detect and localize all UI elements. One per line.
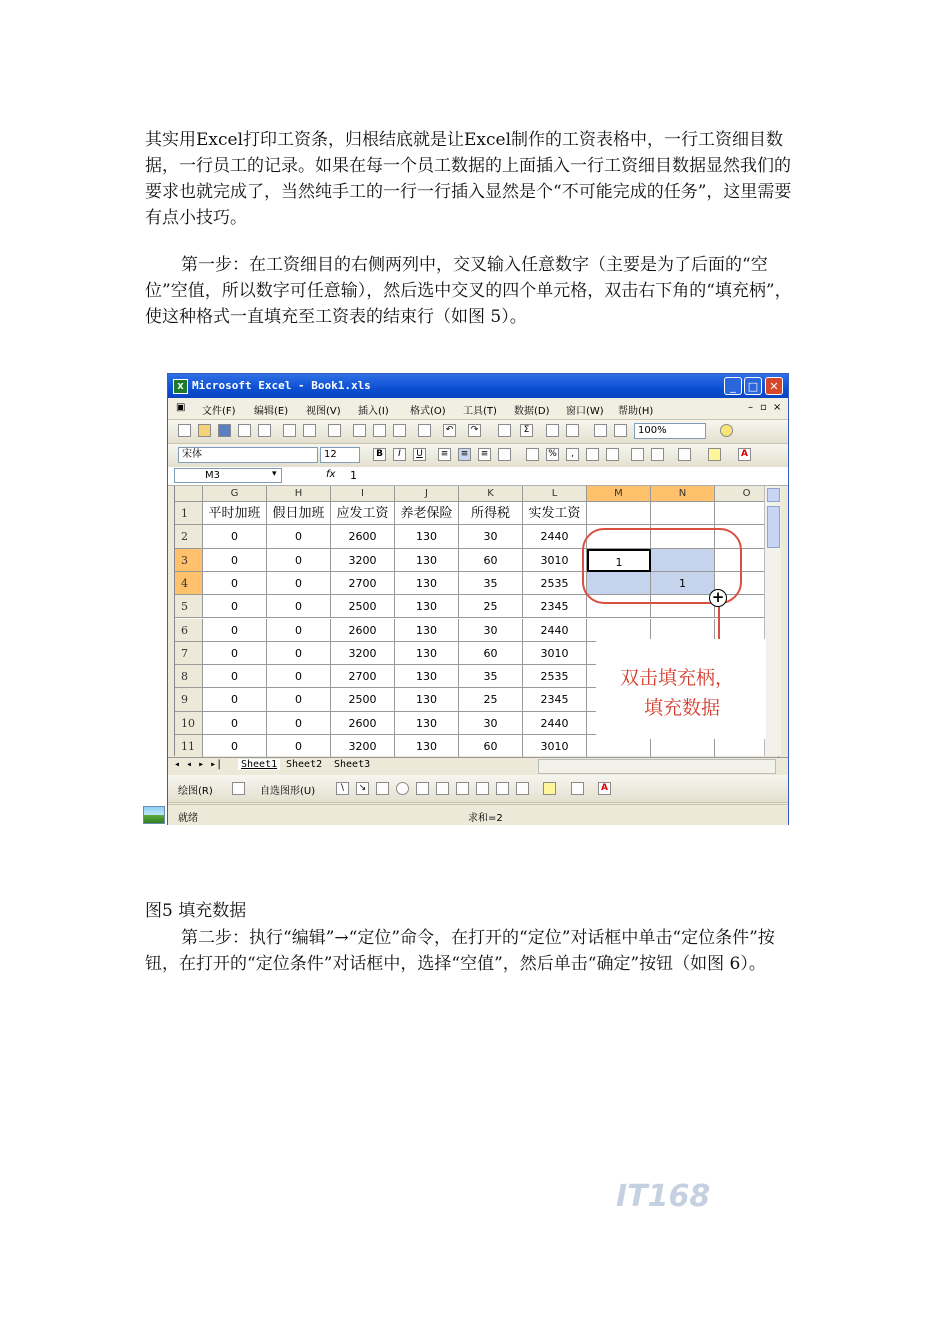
align-right-icon[interactable]: ≡ bbox=[478, 448, 491, 461]
row-header[interactable]: 9 bbox=[175, 688, 203, 711]
menu-help[interactable]: 帮助(H) bbox=[618, 406, 654, 417]
grid-cell[interactable]: 2535 bbox=[523, 665, 587, 688]
menu-bar bbox=[168, 398, 788, 420]
column-header[interactable]: H bbox=[267, 486, 331, 502]
menu-window[interactable]: 窗口(W) bbox=[566, 406, 604, 417]
font-color-icon[interactable]: A bbox=[738, 448, 751, 461]
grid-cell[interactable]: 0 bbox=[203, 549, 267, 572]
textbox-icon[interactable] bbox=[416, 782, 429, 795]
draw-font-color-icon[interactable]: A bbox=[598, 782, 611, 795]
spelling-icon[interactable] bbox=[303, 424, 316, 437]
research-icon[interactable] bbox=[328, 424, 341, 437]
grid-cell[interactable]: 130 bbox=[395, 525, 459, 548]
menu-edit[interactable]: 编辑(E) bbox=[254, 406, 289, 417]
borders-icon[interactable] bbox=[678, 448, 691, 461]
cut-icon[interactable] bbox=[353, 424, 366, 437]
grid-cell[interactable]: 0 bbox=[203, 712, 267, 735]
grid-cell[interactable]: 60 bbox=[459, 735, 523, 758]
step2-paragraph: 第二步：执行“编辑”→“定位”命令，在打开的“定位”对话框中单击“定位条件”按钮，在打开的“定位条件”对话框中，选择“空值”，然后单击“确定”按钮（如图 6）。 bbox=[145, 928, 775, 974]
column-title-cell[interactable]: 实发工资 bbox=[523, 502, 587, 525]
grid-cell[interactable]: 0 bbox=[203, 735, 267, 758]
print-preview-icon[interactable] bbox=[283, 424, 296, 437]
grid-cell[interactable]: 130 bbox=[395, 549, 459, 572]
drawing-icon[interactable] bbox=[614, 424, 627, 437]
grid-cell[interactable]: 3010 bbox=[523, 549, 587, 572]
grid-cell[interactable]: 2600 bbox=[331, 525, 395, 548]
grid-cell[interactable]: 0 bbox=[267, 735, 331, 758]
column-title-cell[interactable] bbox=[587, 502, 651, 525]
menu-tools[interactable]: 工具(T) bbox=[463, 406, 497, 417]
autosum-icon[interactable]: Σ bbox=[520, 424, 533, 437]
comma-icon[interactable]: , bbox=[566, 448, 579, 461]
row-header[interactable]: 1 bbox=[175, 502, 203, 525]
window-title: Microsoft Excel - Book1.xls bbox=[192, 379, 371, 392]
select-all-corner[interactable] bbox=[175, 486, 203, 502]
diagram-icon[interactable] bbox=[476, 782, 489, 795]
scroll-up-icon[interactable] bbox=[767, 488, 780, 502]
grid-cell[interactable]: 0 bbox=[203, 619, 267, 642]
grid-cell[interactable]: 35 bbox=[459, 665, 523, 688]
minimize-button[interactable]: _ bbox=[724, 377, 742, 395]
grid-cell[interactable]: 25 bbox=[459, 688, 523, 711]
help-icon[interactable] bbox=[720, 424, 733, 437]
grid-cell[interactable]: 0 bbox=[267, 549, 331, 572]
undo-icon[interactable]: ↶ bbox=[443, 424, 456, 437]
percent-icon[interactable]: % bbox=[546, 448, 559, 461]
save-icon[interactable] bbox=[218, 424, 231, 437]
doc-close-icon[interactable]: × bbox=[773, 402, 782, 413]
menu-file[interactable]: 文件(F) bbox=[202, 406, 236, 417]
grid-cell[interactable]: 0 bbox=[267, 525, 331, 548]
grid-cell[interactable]: 0 bbox=[267, 712, 331, 735]
decrease-decimal-icon[interactable] bbox=[606, 448, 619, 461]
autoshapes-menu[interactable]: 自选图形(U) bbox=[260, 786, 316, 797]
open-icon[interactable] bbox=[198, 424, 211, 437]
name-box[interactable]: M3 bbox=[174, 468, 282, 483]
tab-sheet3[interactable]: Sheet3 bbox=[334, 759, 371, 770]
grid-cell[interactable]: 2600 bbox=[331, 712, 395, 735]
draw-menu[interactable]: 绘图(R) bbox=[178, 786, 213, 797]
wordart-icon[interactable] bbox=[456, 782, 469, 795]
grid-cell[interactable]: 130 bbox=[395, 665, 459, 688]
grid-cell[interactable]: 130 bbox=[395, 595, 459, 618]
formula-bar bbox=[168, 467, 788, 486]
column-header[interactable]: G bbox=[203, 486, 267, 502]
grid-cell[interactable]: 2345 bbox=[523, 688, 587, 711]
clipart-icon[interactable] bbox=[496, 782, 509, 795]
select-objects-icon[interactable] bbox=[232, 782, 245, 795]
print-icon[interactable] bbox=[258, 424, 271, 437]
rectangle-icon[interactable] bbox=[376, 782, 389, 795]
excel-icon: X bbox=[173, 379, 188, 394]
formula-input[interactable]: 1 bbox=[350, 469, 357, 482]
fx-icon[interactable]: fx bbox=[326, 469, 336, 480]
grid-cell[interactable]: 30 bbox=[459, 525, 523, 548]
grid-cell[interactable]: 3200 bbox=[331, 735, 395, 758]
paste-icon[interactable] bbox=[393, 424, 406, 437]
column-header[interactable]: N bbox=[651, 486, 715, 502]
grid-cell[interactable]: 2700 bbox=[331, 665, 395, 688]
menu-data[interactable]: 数据(D) bbox=[514, 406, 550, 417]
increase-indent-icon[interactable] bbox=[651, 448, 664, 461]
grid-cell[interactable]: 130 bbox=[395, 735, 459, 758]
column-title-cell[interactable]: 养老保险 bbox=[395, 502, 459, 525]
permission-icon[interactable] bbox=[238, 424, 251, 437]
grid-cell[interactable]: 1 bbox=[587, 549, 651, 572]
grid-cell[interactable]: 0 bbox=[203, 688, 267, 711]
formatting-toolbar bbox=[168, 444, 788, 468]
column-title-cell[interactable]: 所得税 bbox=[459, 502, 523, 525]
grid-cell[interactable]: 35 bbox=[459, 572, 523, 595]
row-header[interactable]: 3 bbox=[175, 549, 203, 572]
tab-sheet1[interactable]: Sheet1 bbox=[238, 759, 280, 770]
grid-cell[interactable]: 3010 bbox=[523, 735, 587, 758]
vertical-textbox-icon[interactable] bbox=[436, 782, 449, 795]
grid-cell[interactable]: 60 bbox=[459, 642, 523, 665]
name-box-dropdown-icon[interactable]: ▾ bbox=[272, 469, 277, 479]
standard-toolbar bbox=[168, 420, 788, 444]
column-title-cell[interactable]: 应发工资 bbox=[331, 502, 395, 525]
column-header[interactable]: L bbox=[523, 486, 587, 502]
row-header[interactable]: 6 bbox=[175, 619, 203, 642]
tab-sheet2[interactable]: Sheet2 bbox=[286, 759, 323, 770]
grid-cell[interactable]: 0 bbox=[203, 665, 267, 688]
grid-cell[interactable]: 0 bbox=[203, 595, 267, 618]
status-bar bbox=[168, 804, 788, 825]
grid-cell[interactable]: 0 bbox=[267, 619, 331, 642]
column-title-cell[interactable]: 假日加班 bbox=[267, 502, 331, 525]
merge-center-icon[interactable] bbox=[498, 448, 511, 461]
format-painter-icon[interactable] bbox=[418, 424, 431, 437]
column-header[interactable]: K bbox=[459, 486, 523, 502]
grid-cell[interactable]: 0 bbox=[203, 572, 267, 595]
close-button[interactable]: ✕ bbox=[765, 377, 783, 395]
hyperlink-icon[interactable] bbox=[498, 424, 511, 437]
align-center-icon[interactable]: ≡ bbox=[458, 448, 471, 461]
menu-format[interactable]: 格式(O) bbox=[410, 406, 446, 417]
chart-wizard-icon[interactable] bbox=[594, 424, 607, 437]
title-bar bbox=[168, 374, 788, 398]
watermark-logo: IT168 bbox=[616, 1179, 711, 1214]
grid-cell[interactable]: 130 bbox=[395, 688, 459, 711]
annotation-callout bbox=[596, 639, 766, 739]
redo-icon[interactable]: ↷ bbox=[468, 424, 481, 437]
column-title-cell[interactable]: 平时加班 bbox=[203, 502, 267, 525]
grid-cell[interactable]: 60 bbox=[459, 549, 523, 572]
grid-cell[interactable]: 2500 bbox=[331, 688, 395, 711]
column-title-cell[interactable] bbox=[651, 502, 715, 525]
grid-cell[interactable]: 2440 bbox=[523, 525, 587, 548]
grid-cell[interactable]: 2600 bbox=[331, 619, 395, 642]
oval-icon[interactable] bbox=[396, 782, 409, 795]
vertical-scrollbar[interactable] bbox=[764, 486, 781, 756]
intro-paragraph: 其实用Excel打印工资条，归根结底就是让Excel制作的工资表格中，一行工资细目数据，一行员工的记录。如果在每一个员工数据的上面插入一行工资细目数据显然我们的要求也就完成了，当然纯手工的一行一行插入显然是个“不可能完成的任务”，这里需要有点小技巧。 bbox=[145, 130, 792, 228]
grid-cell[interactable]: 130 bbox=[395, 642, 459, 665]
grid-cell[interactable]: 3200 bbox=[331, 549, 395, 572]
doc-restore-icon[interactable]: ▫ bbox=[760, 402, 767, 413]
grid-cell[interactable]: 0 bbox=[267, 688, 331, 711]
bold-icon[interactable]: B bbox=[373, 448, 386, 461]
grid-cell[interactable]: 30 bbox=[459, 712, 523, 735]
grid-cell[interactable]: 130 bbox=[395, 572, 459, 595]
new-icon[interactable] bbox=[178, 424, 191, 437]
grid-cell[interactable]: 2345 bbox=[523, 595, 587, 618]
grid-cell[interactable]: 3200 bbox=[331, 642, 395, 665]
underline-icon[interactable]: U bbox=[413, 448, 426, 461]
grid-cell[interactable]: 2700 bbox=[331, 572, 395, 595]
sort-asc-icon[interactable] bbox=[546, 424, 559, 437]
menu-insert[interactable]: 插入(I) bbox=[358, 406, 389, 417]
horizontal-scrollbar[interactable] bbox=[538, 759, 776, 774]
callout-line-2: 填充数据 bbox=[644, 697, 721, 719]
callout-line-1: 双击填充柄， bbox=[620, 667, 735, 689]
row-header[interactable]: 4 bbox=[175, 572, 203, 595]
column-header[interactable]: M bbox=[587, 486, 651, 502]
line-icon[interactable]: \ bbox=[336, 782, 349, 795]
grid-cell[interactable]: 2440 bbox=[523, 619, 587, 642]
menu-view[interactable]: 视图(V) bbox=[306, 406, 341, 417]
doc-icon: ▣ bbox=[176, 402, 186, 413]
draw-fill-color-icon[interactable] bbox=[543, 782, 556, 795]
italic-icon[interactable]: I bbox=[393, 448, 406, 461]
grid-cell[interactable]: 0 bbox=[267, 642, 331, 665]
grid-cell[interactable]: 2500 bbox=[331, 595, 395, 618]
row-header[interactable]: 8 bbox=[175, 665, 203, 688]
currency-icon[interactable] bbox=[526, 448, 539, 461]
grid-cell[interactable]: 0 bbox=[267, 665, 331, 688]
line-color-icon[interactable] bbox=[571, 782, 584, 795]
figure-caption: 图5 填充数据 bbox=[145, 901, 247, 921]
increase-decimal-icon[interactable] bbox=[586, 448, 599, 461]
sort-desc-icon[interactable] bbox=[566, 424, 579, 437]
row-header[interactable]: 7 bbox=[175, 642, 203, 665]
row-header[interactable]: 2 bbox=[175, 525, 203, 548]
grid-cell[interactable]: 1 bbox=[651, 572, 715, 595]
grid-cell[interactable]: 0 bbox=[203, 525, 267, 548]
fill-color-icon[interactable] bbox=[708, 448, 721, 461]
status-sum: 求和=2 bbox=[468, 813, 503, 824]
grid-cell[interactable]: 0 bbox=[203, 642, 267, 665]
grid-cell[interactable]: 130 bbox=[395, 712, 459, 735]
grid-cell[interactable]: 130 bbox=[395, 619, 459, 642]
grid-cell[interactable]: 2440 bbox=[523, 712, 587, 735]
grid-cell[interactable]: 0 bbox=[267, 572, 331, 595]
zoom-select[interactable]: 100% bbox=[634, 423, 706, 439]
image-icon bbox=[143, 806, 165, 824]
font-name-select[interactable]: 宋体 bbox=[178, 447, 318, 463]
grid-cell[interactable]: 25 bbox=[459, 595, 523, 618]
step1-paragraph: 第一步：在工资细目的右侧两列中，交叉输入任意数字（主要是为了后面的“空位”空值，所以数字可任意输），然后选中交叉的四个单元格，双击右下角的“填充柄”，使这种格式一直填充至工资表的结束行（如图 5）。 bbox=[145, 255, 792, 327]
column-header[interactable]: O bbox=[715, 486, 779, 502]
column-header[interactable]: I bbox=[331, 486, 395, 502]
grid-cell[interactable]: 2535 bbox=[523, 572, 587, 595]
align-left-icon[interactable]: ≡ bbox=[438, 448, 451, 461]
grid-cell[interactable]: 3010 bbox=[523, 642, 587, 665]
tab-nav-icons[interactable]: ◂ ◂ ▸ ▸| bbox=[174, 759, 223, 770]
grid-cell[interactable]: 30 bbox=[459, 619, 523, 642]
font-size-select[interactable]: 12 bbox=[320, 447, 360, 463]
sheet-tab-bar bbox=[168, 757, 788, 775]
column-header[interactable]: J bbox=[395, 486, 459, 502]
row-header[interactable]: 11 bbox=[175, 735, 203, 758]
picture-icon[interactable] bbox=[516, 782, 529, 795]
decrease-indent-icon[interactable] bbox=[631, 448, 644, 461]
arrow-tool-icon[interactable]: ↘ bbox=[356, 782, 369, 795]
row-header[interactable]: 5 bbox=[175, 595, 203, 618]
fill-handle-icon[interactable]: + bbox=[709, 589, 727, 607]
doc-min-icon[interactable]: – bbox=[748, 402, 753, 413]
maximize-button[interactable]: □ bbox=[744, 377, 762, 395]
row-header[interactable]: 10 bbox=[175, 712, 203, 735]
copy-icon[interactable] bbox=[373, 424, 386, 437]
grid-cell[interactable]: 0 bbox=[267, 595, 331, 618]
status-ready: 就绪 bbox=[178, 813, 198, 824]
scroll-thumb[interactable] bbox=[767, 506, 780, 548]
